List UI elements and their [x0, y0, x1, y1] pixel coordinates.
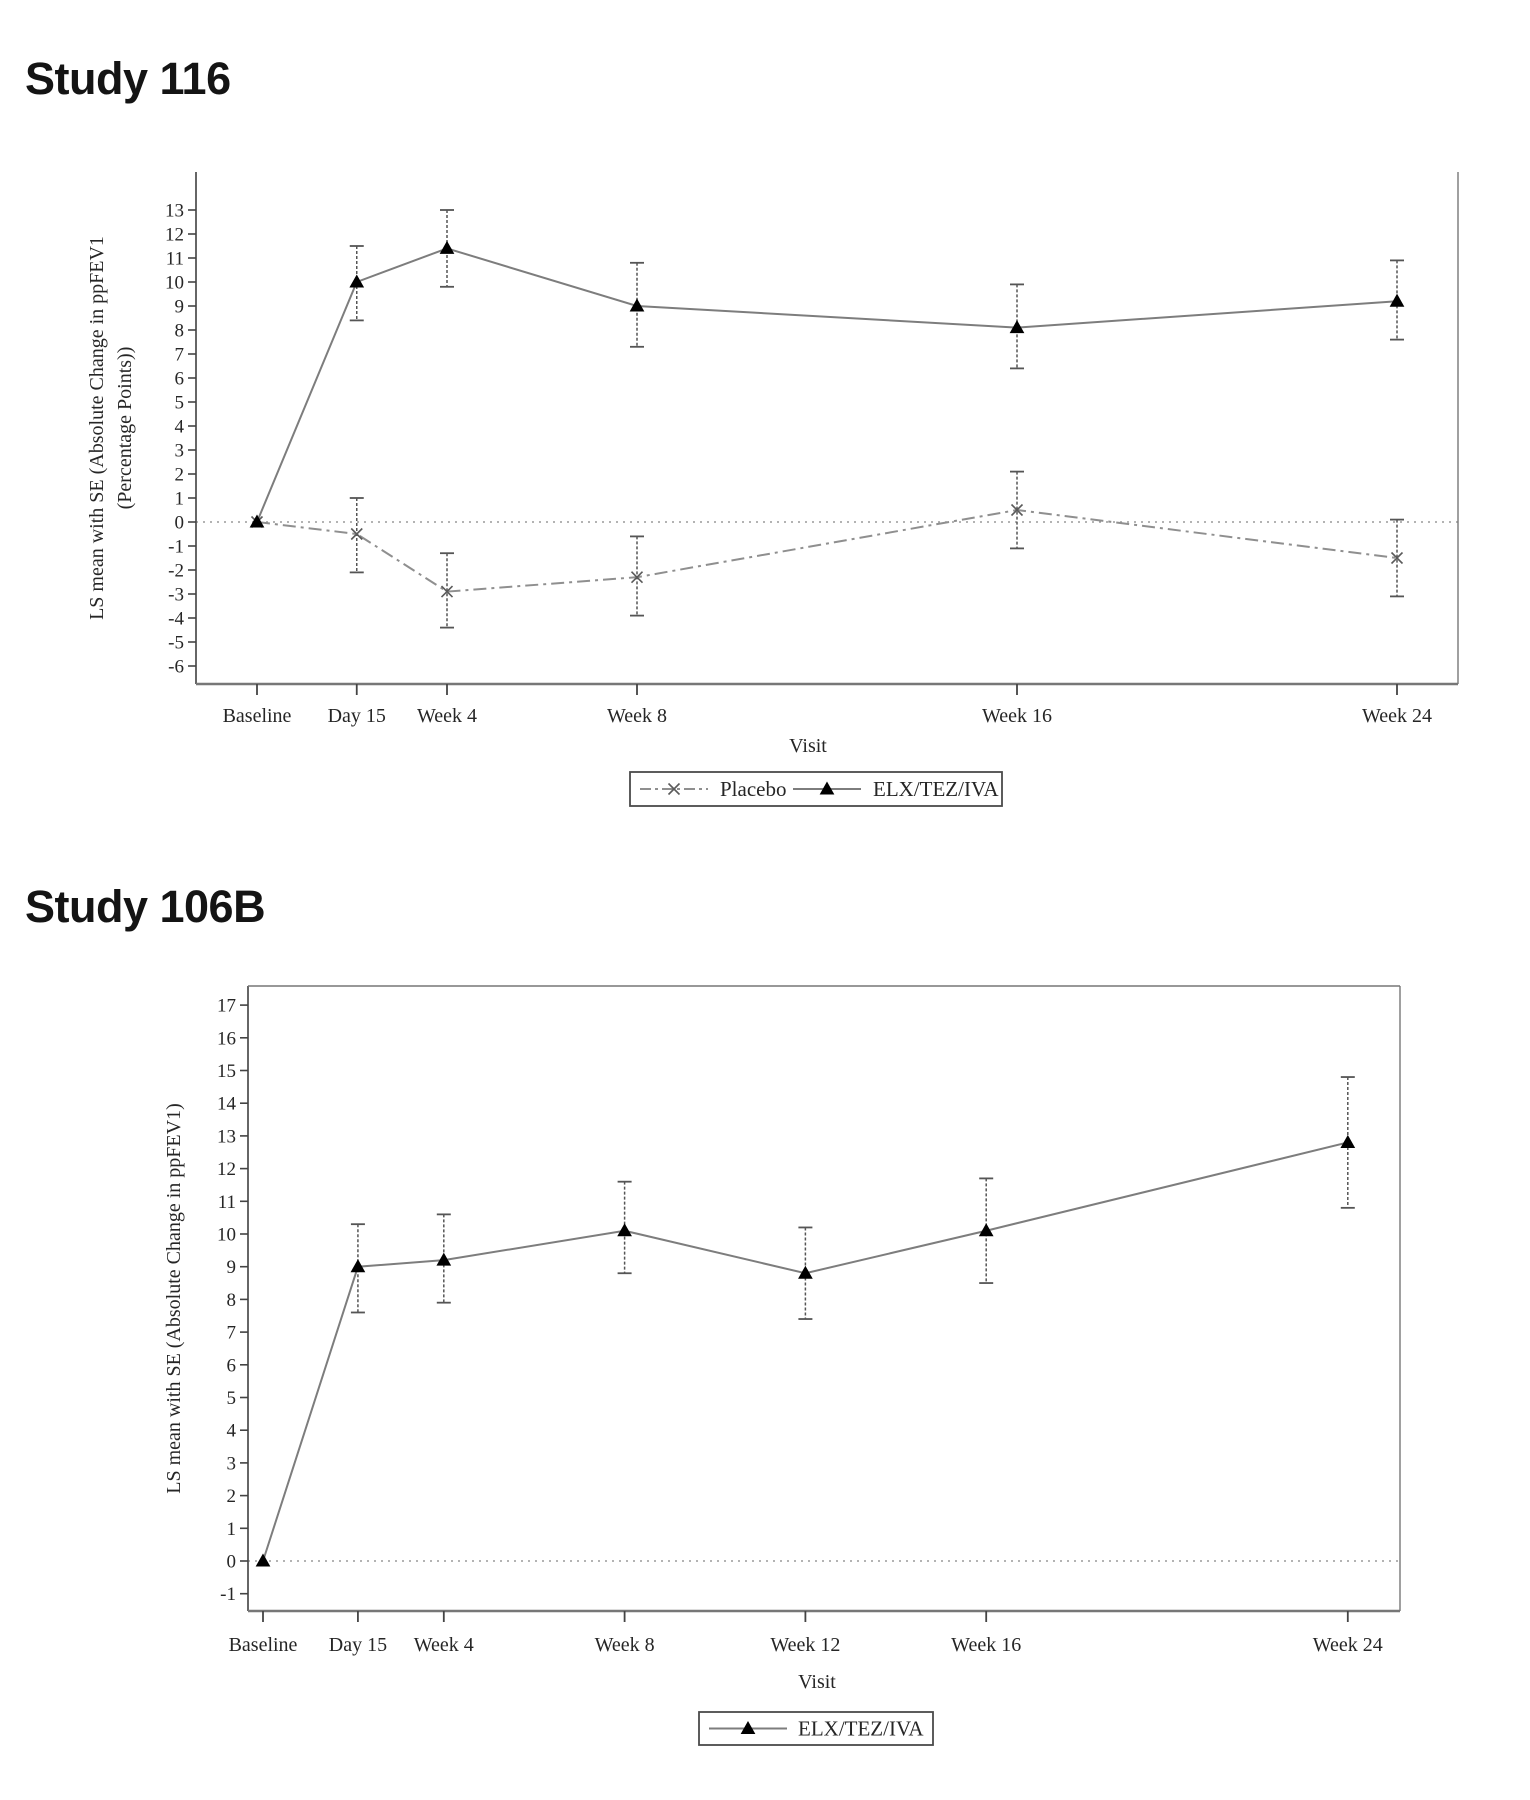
y-tick-label: 16 [217, 1028, 236, 1050]
x-tick-label: Day 15 [327, 705, 386, 727]
y-axis-title: (Percentage Points)) [114, 346, 136, 510]
y-tick-label: 11 [217, 1191, 236, 1213]
y-tick-label: 4 [174, 416, 184, 438]
x-axis-title: Visit [789, 735, 827, 757]
x-tick-label: Week 4 [416, 705, 478, 727]
y-tick-label: -2 [168, 560, 184, 582]
y-tick-label: -5 [168, 632, 184, 654]
y-tick-label: 1 [226, 1518, 236, 1540]
triangle-marker [1341, 1136, 1354, 1148]
y-tick-label: -6 [168, 656, 184, 678]
y-tick-label: 9 [174, 296, 184, 318]
y-tick-label: 11 [165, 248, 184, 270]
x-tick-label: Day 15 [328, 1634, 388, 1656]
series-line-elx-tez-iva [257, 248, 1397, 522]
study-116-chart [86, 172, 1458, 806]
y-axis-title: LS mean with SE (Absolute Change in ppFEV1) [163, 1103, 185, 1494]
y-tick-label: 12 [165, 224, 184, 246]
triangle-marker [618, 1224, 631, 1236]
x-axis-title: Visit [798, 1671, 836, 1693]
study-106b-chart [163, 986, 1400, 1745]
y-tick-label: 10 [217, 1224, 236, 1246]
y-tick-label: 7 [174, 344, 184, 366]
y-tick-label: 8 [174, 320, 184, 342]
x-tick-label: Week 8 [606, 705, 668, 727]
y-tick-label: 5 [174, 392, 184, 414]
y-tick-label: 14 [217, 1093, 236, 1115]
series-line-elx-tez-iva [263, 1142, 1348, 1561]
x-tick-label: Baseline [228, 1634, 298, 1656]
x-tick-label: Week 16 [981, 705, 1053, 727]
y-tick-label: -3 [168, 584, 184, 606]
y-tick-label: 6 [174, 368, 184, 390]
y-tick-label: -1 [168, 536, 184, 558]
triangle-marker [1391, 295, 1404, 307]
y-tick-label: 6 [226, 1355, 236, 1377]
y-tick-label: 8 [226, 1289, 236, 1311]
triangle-marker [441, 242, 454, 254]
legend-label: ELX/TEZ/IVA [798, 1716, 924, 1741]
study-116-title: Study 116 [25, 53, 231, 104]
x-tick-label: Week 24 [1361, 705, 1433, 727]
y-tick-label: 3 [174, 440, 184, 462]
y-tick-label: 0 [226, 1551, 236, 1573]
y-tick-label: 13 [165, 200, 184, 222]
y-tick-label: 2 [174, 464, 184, 486]
legend-label: ELX/TEZ/IVA [873, 777, 999, 801]
y-axis-title: LS mean with SE (Absolute Change in ppFEV1 [86, 236, 108, 620]
y-tick-label: -4 [168, 608, 184, 630]
legend-label: Placebo [720, 777, 787, 801]
y-tick-label: 13 [217, 1126, 236, 1148]
y-tick-label: 0 [174, 512, 184, 534]
y-tick-label: 3 [226, 1453, 236, 1475]
y-tick-label: 10 [165, 272, 184, 294]
y-tick-label: 5 [226, 1388, 236, 1409]
x-tick-label: Baseline [222, 705, 292, 727]
x-tick-label: Week 8 [594, 1634, 655, 1656]
y-tick-label: 17 [217, 995, 236, 1017]
triangle-marker [257, 1555, 270, 1567]
y-tick-label: 1 [174, 488, 184, 510]
y-tick-label: 15 [217, 1061, 236, 1082]
x-tick-label: Week 12 [770, 1634, 841, 1656]
y-tick-label: 2 [226, 1486, 236, 1508]
x-tick-label: Week 24 [1312, 1634, 1383, 1656]
y-tick-label: 9 [226, 1257, 236, 1279]
x-tick-label: Week 4 [413, 1634, 474, 1656]
study-106b-title: Study 106B [25, 881, 266, 932]
y-tick-label: 7 [226, 1322, 236, 1344]
y-tick-label: 4 [226, 1420, 236, 1442]
y-tick-label: 12 [217, 1159, 236, 1181]
y-tick-label: -1 [220, 1584, 236, 1606]
x-tick-label: Week 16 [951, 1634, 1022, 1656]
